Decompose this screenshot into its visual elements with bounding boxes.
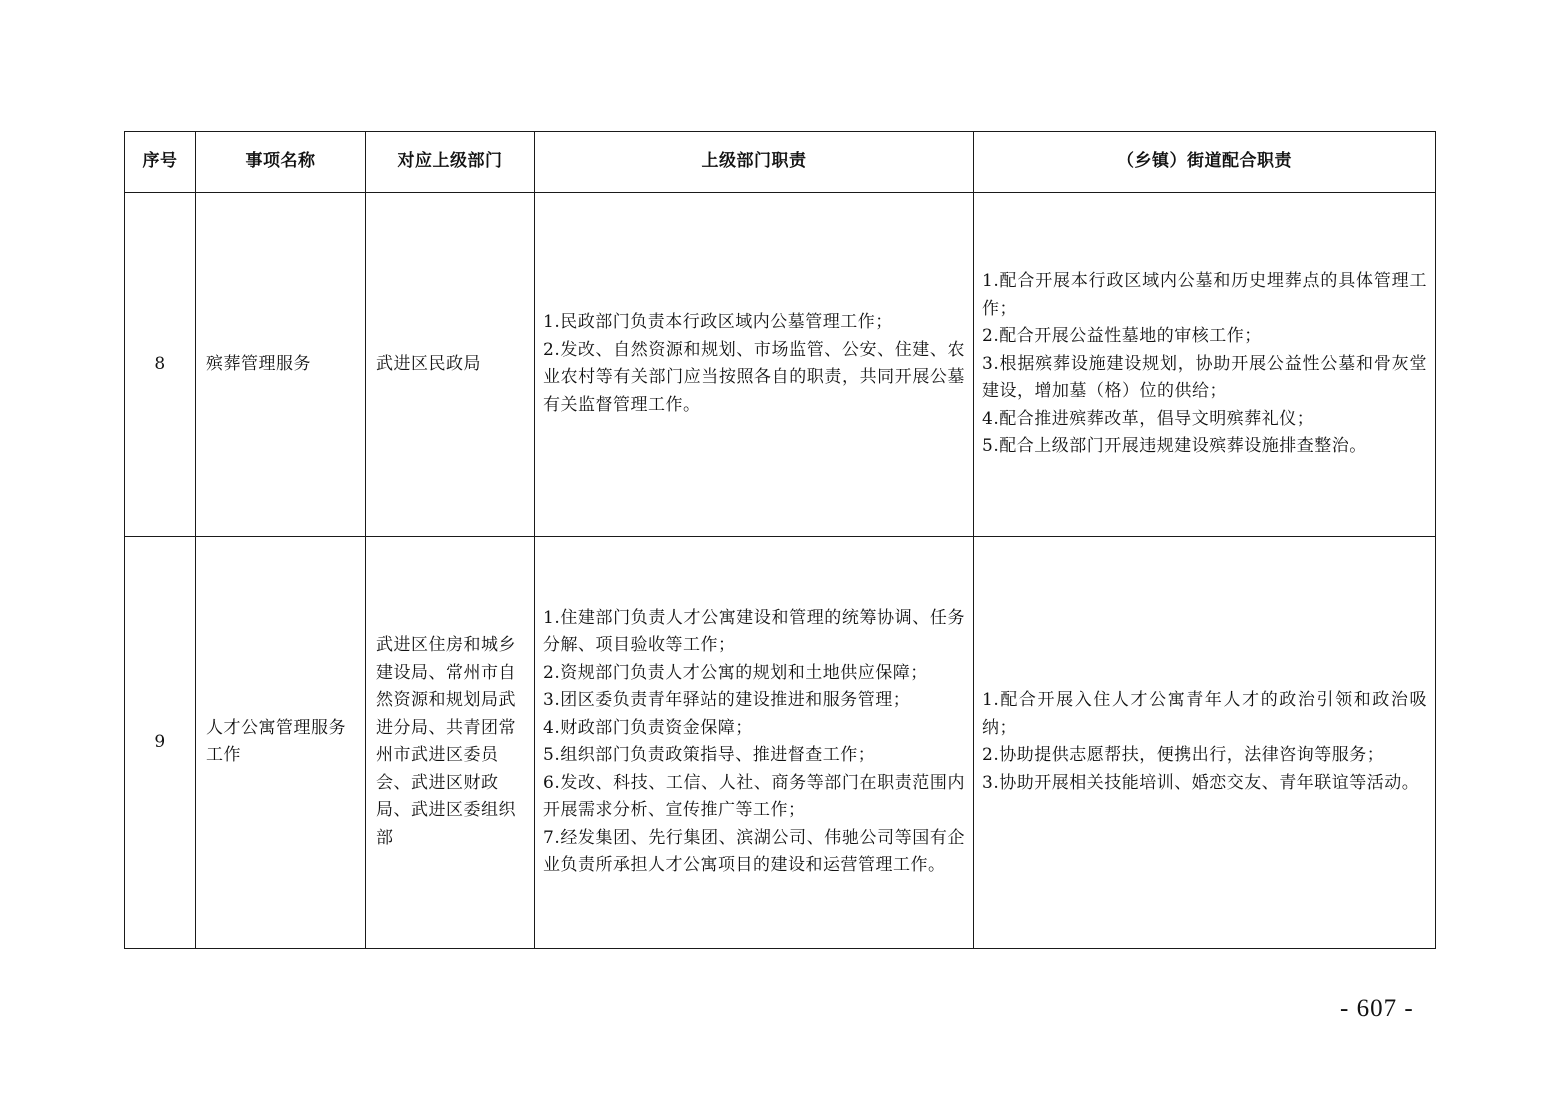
duty-line: 5.组织部门负责政策指导、推进督查工作； bbox=[543, 745, 876, 766]
duty-line: 3.团区委负责青年驿站的建设推进和服务管理； bbox=[543, 690, 911, 711]
duty-line: 1.配合开展入住人才公寓青年人才的政治引领和政治吸纳； bbox=[982, 690, 1427, 738]
duty-line: 7.经发集团、先行集团、滨湖公司、伟驰公司等国有企业负责所承担人才公寓项目的建设和运营管理工作。 bbox=[543, 827, 965, 876]
page-number: - 607 - bbox=[1340, 995, 1414, 1022]
duty-line: 5.配合上级部门开展违规建设殡葬设施排查整治。 bbox=[982, 436, 1367, 457]
row-dept-duties bbox=[535, 193, 974, 537]
table-row bbox=[125, 193, 1436, 537]
header-item-name: 事项名称 bbox=[196, 132, 366, 193]
row-street-duties bbox=[974, 193, 1436, 537]
header-index: 序号 bbox=[125, 132, 196, 193]
header-dept-duties: 上级部门职责 bbox=[535, 132, 974, 193]
duty-line: 2.协助提供志愿帮扶，便携出行，法律咨询等服务； bbox=[982, 745, 1385, 766]
row-index: 8 bbox=[125, 193, 196, 537]
duty-line: 6.发改、科技、工信、人社、商务等部门在职责范围内开展需求分析、宣传推广等工作； bbox=[543, 772, 965, 821]
row-dept-duties bbox=[535, 536, 974, 948]
duty-line: 1.住建部门负责人才公寓建设和管理的统筹协调、任务分解、项目验收等工作； bbox=[543, 607, 965, 656]
duty-line: 1.民政部门负责本行政区域内公墓管理工作； bbox=[543, 312, 893, 333]
row-index: 9 bbox=[125, 536, 196, 948]
duty-line: 1.配合开展本行政区域内公墓和历史埋葬点的具体管理工作； bbox=[982, 271, 1427, 319]
header-department: 对应上级部门 bbox=[366, 132, 535, 193]
duty-line: 2.配合开展公益性墓地的审核工作； bbox=[982, 326, 1262, 347]
duty-line: 4.财政部门负责资金保障； bbox=[543, 717, 753, 738]
duty-line: 2.发改、自然资源和规划、市场监管、公安、住建、农业农村等有关部门应当按照各自的职责，共同开展公墓有关监督管理工作。 bbox=[543, 339, 965, 415]
row-department: 武进区住房和城乡建设局、常州市自然资源和规划局武进分局、共青团常州市武进区委员会、武进区财政局、武进区委组织部 bbox=[366, 536, 535, 948]
row-item-name: 殡葬管理服务 bbox=[196, 193, 366, 537]
duty-table bbox=[124, 131, 1436, 949]
duty-line: 2.资规部门负责人才公寓的规划和土地供应保障； bbox=[543, 662, 928, 683]
duty-line: 4.配合推进殡葬改革，倡导文明殡葬礼仪； bbox=[982, 408, 1315, 429]
row-item-name: 人才公寓管理服务工作 bbox=[196, 536, 366, 948]
row-street-duties bbox=[974, 536, 1436, 948]
header-row bbox=[125, 132, 1436, 193]
duty-line: 3.协助开展相关技能培训、婚恋交友、青年联谊等活动。 bbox=[982, 772, 1420, 793]
table-row bbox=[125, 536, 1436, 948]
duty-line: 3.根据殡葬设施建设规划，协助开展公益性公墓和骨灰堂建设，增加墓（格）位的供给； bbox=[982, 353, 1427, 402]
header-street-duties: （乡镇）街道配合职责 bbox=[974, 132, 1436, 193]
row-department: 武进区民政局 bbox=[366, 193, 535, 537]
